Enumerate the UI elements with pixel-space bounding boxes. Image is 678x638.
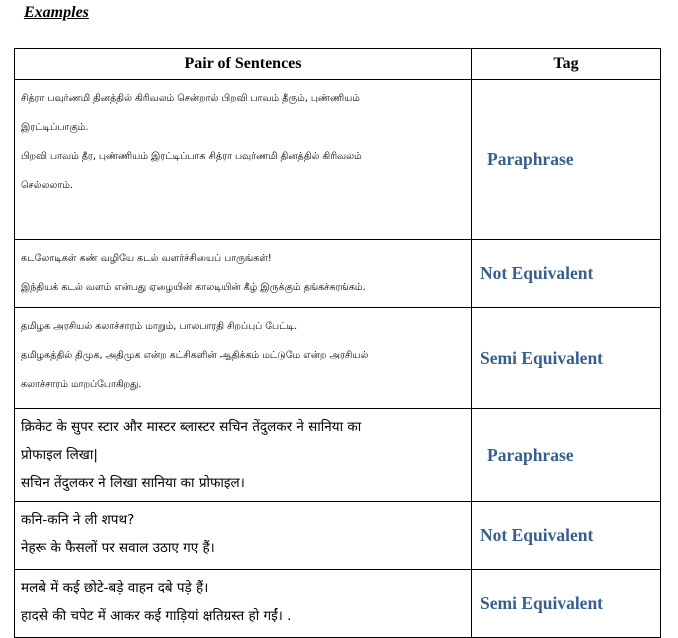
table-header-row: [15, 49, 661, 80]
table-row: [15, 502, 661, 570]
sentence-text: இந்தியக் கடல் வளம் என்பது ஏழையின் காலடியின் கீழ் இருக்கும் தங்கச்சுரங்கம்.: [21, 282, 366, 293]
table-row: [15, 570, 661, 638]
sentence-text: சித்ரா பவுர்ணமி தினத்தில் கிரிவலம் சென்றால் பிறவி பாவம் தீரும், புண்ணியம்: [21, 93, 360, 104]
sentence-text: பிறவி பாவம் தீர, புண்ணியம் இரட்டிப்பாக சித்ரா பவுர்ணமி தினத்தில் கிரிவலம்: [21, 151, 362, 162]
sentence-text: கடலோடிகள் கண் வழியே கடல் வளர்ச்சியைப் பாருங்கள்!: [21, 253, 272, 264]
sentence-text: இரட்டிப்பாகும்.: [21, 122, 89, 133]
tag-cell: Paraphrase: [472, 80, 661, 240]
sentence-text: தமிழக அரசியல் கலாச்சாரம் மாறும், பாலபாரதி சிறப்புப் பேட்டி.: [21, 321, 298, 332]
table-row: [15, 80, 661, 240]
tag-cell: Not Equivalent: [472, 502, 661, 570]
sentence-pair-cell: [15, 570, 472, 638]
table-row: [15, 409, 661, 502]
tag-cell: Semi Equivalent: [472, 570, 661, 638]
examples-table: [14, 48, 661, 638]
sentence-text: हादसे की चपेट में आकर कई गाड़ियां क्षतिग्रस्त हो गईं। .: [21, 608, 292, 624]
sentence-pair-cell: [15, 502, 472, 570]
header-tag: Tag: [472, 49, 661, 80]
table-row: [15, 308, 661, 409]
sentence-text: செல்லலாம்.: [21, 180, 73, 191]
sentence-pair-cell: [15, 240, 472, 308]
sentence-text: नेहरू के फैसलों पर सवाल उठाए गए हैं।: [21, 540, 215, 556]
sentence-pair-cell: [15, 308, 472, 409]
table-row: [15, 240, 661, 308]
section-heading: Examples: [24, 4, 89, 21]
sentence-text: क्रिकेट के सुपर स्टार और मास्टर ब्लास्टर सचिन तेंदुलकर ने सानिया का: [21, 419, 362, 435]
sentence-text: கலாச்சாரம் மாறப்போகிறது.: [21, 379, 142, 390]
sentence-text: தமிழகத்தில் திமுக, அதிமுக என்ற கட்சிகளின் ஆதிக்கம் மட்டுமே என்ற அரசியல்: [21, 350, 369, 361]
sentence-text: मलबे में कई छोटे-बड़े वाहन दबे पड़े हैं।: [21, 580, 209, 596]
tag-cell: Not Equivalent: [472, 240, 661, 308]
sentence-pair-cell: [15, 80, 472, 240]
tag-cell: Paraphrase: [472, 409, 661, 502]
sentence-text: कनि-कनि ने ली शपथ?: [21, 512, 135, 528]
sentence-text: प्रोफाइल लिखा|: [21, 447, 98, 463]
sentence-text: सचिन तेंदुलकर ने लिखा सानिया का प्रोफाइल।: [21, 475, 245, 491]
header-pair-of-sentences: Pair of Sentences: [15, 49, 472, 80]
sentence-pair-cell: [15, 409, 472, 502]
tag-cell: Semi Equivalent: [472, 308, 661, 409]
